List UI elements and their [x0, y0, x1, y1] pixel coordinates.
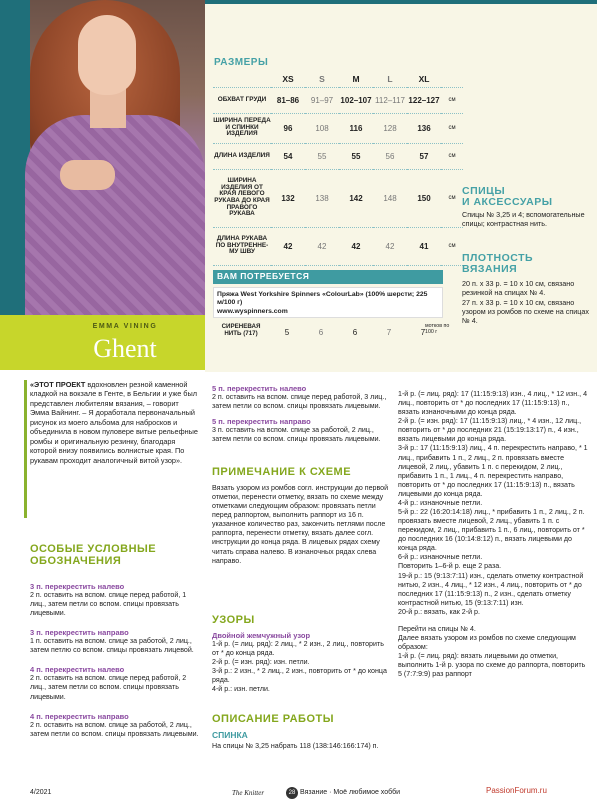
abbreviations-middle — [212, 384, 390, 444]
instruction-line: 3-й р.: 17 (11:15:9:13) лиц., 4 п. перекрестить направо, * 1 лиц., прибавить 1 п., 2 лиц., 2 п. провязать вместе лицевой, 2 лиц., убавить 1 п. с перекидом, 2 лиц., прибавить 1 п., 1 лиц., 4 п. перекрестить направо, повторить от * до последних 17 (11:15:9:13) п., вязать лицевыми до конца ряда. — [398, 444, 588, 498]
yarn-name: Пряжа West Yorkshire Spinners «ColourLab» (100% шерсти; 225 м/100 г) — [217, 291, 428, 307]
amount: 5 — [284, 328, 290, 337]
sizes-row — [213, 87, 463, 113]
abbr-name: 4 п. перекрестить направо — [30, 711, 129, 721]
instruction-line: 5-й р.: 22 (16:20:14:18) лиц., * прибавить 1 п., 2 лиц., 2 п. провязать вместе лицевой, 2 лиц., убавить 1 п. с перекидом, 2 лиц., прибавить 1 п., 6 лиц., повторить от * до последних 16 (10:14:8:12) п., вязать лицевыми до конца ряда. — [398, 508, 585, 553]
instructions-right — [398, 390, 591, 679]
gauge-title — [462, 253, 533, 275]
cell: 42 — [271, 227, 305, 265]
cell: 42 — [305, 227, 339, 265]
intro-quote — [30, 380, 200, 465]
cell: 81–86 — [271, 87, 305, 113]
size-header: M — [339, 71, 373, 87]
page-number: 28 — [286, 787, 298, 799]
sizes-title: РАЗМЕРЫ — [214, 57, 269, 68]
abbr-name: 3 п. перекрестить налево — [30, 582, 125, 591]
cell: 136 — [407, 113, 441, 143]
row-label: ОБХВАТ ГРУДИ — [213, 87, 271, 113]
pearl-line: 3-й р.: 2 изн., * 2 лиц., 2 изн., повторить от * до конца ряда. — [212, 667, 387, 685]
pearl-pattern — [212, 631, 390, 694]
yarn-amount-row — [213, 321, 448, 345]
cell: 42 — [373, 227, 407, 265]
unit: см — [441, 169, 463, 227]
note-text: Вязать узором из ромбов согл. инструкции до первой отметки, перенести отметку, вязать по схеме между отметками следующим образом: провязать петли перед раппортом, выполнить раппорт из 16 п. указанное количество раз, закончить петлями после раппорта, перенести отметку, вязать далее согл. инструкции до конца ряда. В лицевых рядах схему читать справа налево. В изнаночных рядах слева направо. — [212, 484, 389, 565]
row-label: ДЛИНА ИЗДЕЛИЯ — [213, 143, 271, 169]
unit: см — [441, 143, 463, 169]
abbreviations-left — [30, 576, 200, 739]
sizes-row — [213, 143, 463, 169]
amount: 7 — [386, 328, 392, 337]
instruction-line: 1-й р. (= лиц. ряд): вязать лицевыми до отметки, выполнить 1-й р. узора по схеме до раппорта, повторить 5 (7:7:9:9) раз раппорт — [398, 652, 586, 679]
cell: 55 — [305, 143, 339, 169]
cell: 150 — [407, 169, 441, 227]
cell: 116 — [339, 113, 373, 143]
photo-face — [78, 15, 136, 95]
cell: 42 — [339, 227, 373, 265]
work-title: ОПИСАНИЕ РАБОТЫ — [212, 713, 334, 725]
gauge-line: 27 п. х 33 р. = 10 х 10 см, связано узором из ромбов по схеме на спицах № 4. — [462, 297, 589, 326]
pearl-line: 2-й р. (= изн. ряд): изн. петли. — [212, 658, 310, 667]
cell: 128 — [373, 113, 407, 143]
tools-title — [462, 186, 553, 208]
pearl-title: Двойной жемчужный узор — [212, 631, 311, 640]
top-strip — [205, 0, 597, 4]
row-label: ШИРИНА ПЕРЕДА И СПИНКИ ИЗДЕЛИЯ — [213, 113, 271, 143]
model-photo — [0, 0, 205, 315]
abbr-name: 4 п. перекрестить налево — [30, 665, 125, 675]
cell: 108 — [305, 113, 339, 143]
cell: 122–127 — [407, 87, 441, 113]
amount: 6 — [318, 328, 324, 337]
gauge-title-line: ВЯЗАНИЯ — [462, 263, 518, 276]
pearl-line: 1-й р. (= лиц. ряд): 2 лиц., * 2 изн., 2 лиц., повторить от * до конца ряда. — [212, 640, 384, 658]
photo-sweater — [25, 115, 205, 315]
gauge-title-line: ПЛОТНОСТЬ — [462, 252, 534, 264]
gauge-line: 20 п. х 33 р. = 10 х 10 см, связано резинкой на спицах № 4. — [462, 279, 575, 298]
designer-name: EMMA VINING — [92, 323, 158, 330]
abbr-name: 5 п. перекрестить направо — [212, 417, 311, 427]
sizes-table — [213, 71, 463, 266]
abbr-text: 2 п. оставить на вспом. спице перед работой, 3 лиц., затем петли со вспом. спицы провязать лицевыми. — [212, 393, 387, 411]
cell: 55 — [339, 143, 373, 169]
abbr-text: 2 п. оставить на вспом. спице перед работой, 2 лиц., затем петли со вспом. спицы провязать лицевыми. — [30, 674, 187, 701]
patterns-title: УЗОРЫ — [212, 614, 255, 626]
abbr-name: 3 п. перекрестить направо — [30, 628, 129, 638]
size-header: XL — [407, 71, 441, 87]
pearl-line: 4-й р.: изн. петли. — [212, 685, 270, 694]
tools-text: Спицы № 3,25 и 4; вспомогательные спицы; контрастная нить. — [462, 210, 585, 229]
cell: 41 — [407, 227, 441, 265]
instruction-spacer — [398, 617, 591, 625]
amount: 7 — [420, 328, 426, 337]
color-label: СИРЕНЕВАЯ НИТЬ (717) — [221, 323, 261, 337]
size-header: XS — [271, 71, 305, 87]
instruction-line: Далее вязать узором из ромбов по схеме следующим образом: — [398, 634, 576, 652]
cell: 91–97 — [305, 87, 339, 113]
cell: 138 — [305, 169, 339, 227]
need-title: ВАМ ПОТРЕБУЕТСЯ — [217, 271, 310, 281]
gauge-text — [462, 279, 592, 326]
cell: 57 — [407, 143, 441, 169]
instruction-line: 2-й р. (= изн. ряд): 17 (11:15:9:13) лиц., * 4 изн., 12 лиц., повторить от * до последних 21 (15:19:13:17) п., 4 изн., вязать лицевыми до конца ряда. — [398, 417, 582, 444]
cell: 148 — [373, 169, 407, 227]
instruction-line: Повторить 1–6-й р. еще 2 раза. — [398, 562, 502, 571]
special-title-line: ОБОЗНАЧЕНИЯ — [30, 555, 122, 568]
cell: 102–107 — [339, 87, 373, 113]
amount: 6 — [352, 328, 358, 337]
sizes-row — [213, 227, 463, 265]
sizes-header-row — [213, 71, 463, 87]
sizes-row — [213, 169, 463, 227]
watermark: PassionForum.ru — [486, 786, 547, 795]
sizes-row — [213, 113, 463, 143]
issue-number: 4/2021 — [30, 789, 52, 796]
instruction-line: 6-й р.: изнаночные петли. — [398, 553, 483, 562]
abbr-text: 1 п. оставить на вспом. спице за работой, 2 лиц., затем петлю со вспом. спицы провязать лицевой. — [30, 637, 194, 655]
row-label: ДЛИНА РУКАВА ПО ВНУТРЕННЕ-МУ ШВУ — [213, 227, 271, 265]
instruction-line: 1-й р. (= лиц. ряд): 17 (11:15:9:13) изн., 4 лиц., * 12 изн., 4 лиц., повторить от * до последних 17 (11:15:9:13) п., вязать изнаночными до конца ряда. — [398, 390, 588, 417]
instruction-line: Перейти на спицы № 4. — [398, 624, 476, 633]
intro-lead: «ЭТОТ ПРОЕКТ — [30, 380, 86, 389]
special-title — [30, 543, 156, 567]
magazine-subtitle: Вязание · Моё любимое хобби — [300, 789, 401, 796]
intro-accent-bar — [24, 380, 27, 518]
instruction-line: 4-й р.: изнаночные петли. — [398, 498, 483, 507]
row-label: ШИРИНА ИЗДЕЛИЯ ОТ КРАЯ ЛЕВОГО РУКАВА ДО КРАЯ ПРАВОГО РУКАВА — [213, 169, 271, 227]
cell: 112–117 — [373, 87, 407, 113]
intro-body: вдохновлен резной каменной кладкой на вокзале в Генте, в Бельгии и уже был представлен любителям вязания, – говорит Эмма Вайнинг. – Я доработала первоначальный рисунок из моего альбома для набросков и объединила в новом пуловере витые рельефные ромбы и оригинальную резинку, благодаря которой внизу появились волнистые края. По рукавам проходит аналогичный витой узор». — [30, 380, 198, 465]
unit: см — [441, 87, 463, 113]
back-title: СПИНКА — [212, 730, 248, 740]
abbr-text: 3 п. оставить на вспом. спице за работой, 2 лиц., затем петли со вспом. спицы провязать лицевыми. — [212, 426, 381, 444]
unit: см — [441, 113, 463, 143]
special-title-line: ОСОБЫЕ УСЛОВНЫЕ — [30, 543, 157, 555]
abbr-name: 5 п. перекрестить налево — [212, 384, 307, 393]
abbr-text: 2 п. оставить на вспом. спице перед работой, 1 лиц., затем петли со вспом. спицы провязать лицевыми. — [30, 591, 187, 618]
magazine-name: The Knitter — [232, 789, 265, 797]
cell: 96 — [271, 113, 305, 143]
instruction-line: 19-й р.: 15 (9:13:7:11) изн., сделать отметку контрастной нитью, 2 изн., 4 лиц., * 12 изн., 4 лиц., повторить от * до последних 17 (11:15:9:13) п., 2 изн., сделать отметку контрастной нитью, 15 (9:13:7:11) изн. — [398, 571, 584, 607]
yarn-box — [213, 287, 443, 318]
cell: 142 — [339, 169, 373, 227]
note-title: ПРИМЕЧАНИЕ К СХЕМЕ — [212, 466, 352, 478]
amount-unit: мотков по 100 г — [425, 323, 450, 335]
back-text: На спицы № 3,25 набрать 118 (138:146:166:174) п. — [212, 742, 379, 750]
pattern-name: Ghent — [93, 334, 157, 363]
yarn-website: www.wyspinners.com — [217, 307, 288, 315]
cell: 54 — [271, 143, 305, 169]
abbr-text: 2 п. оставить на вспом. спице за работой, 2 лиц., затем петли со вспом. спицы провязать лицевыми. — [30, 720, 199, 738]
tools-title-line: СПИЦЫ — [462, 185, 506, 197]
cell: 132 — [271, 169, 305, 227]
instruction-line: 20-й р.: вязать, как 2-й р. — [398, 607, 480, 616]
cell: 56 — [373, 143, 407, 169]
unit: см — [441, 227, 463, 265]
tools-title-line: И АКСЕССУАРЫ — [462, 196, 553, 209]
size-header: L — [373, 71, 407, 87]
size-header: S — [305, 71, 339, 87]
photo-hand — [60, 160, 115, 190]
